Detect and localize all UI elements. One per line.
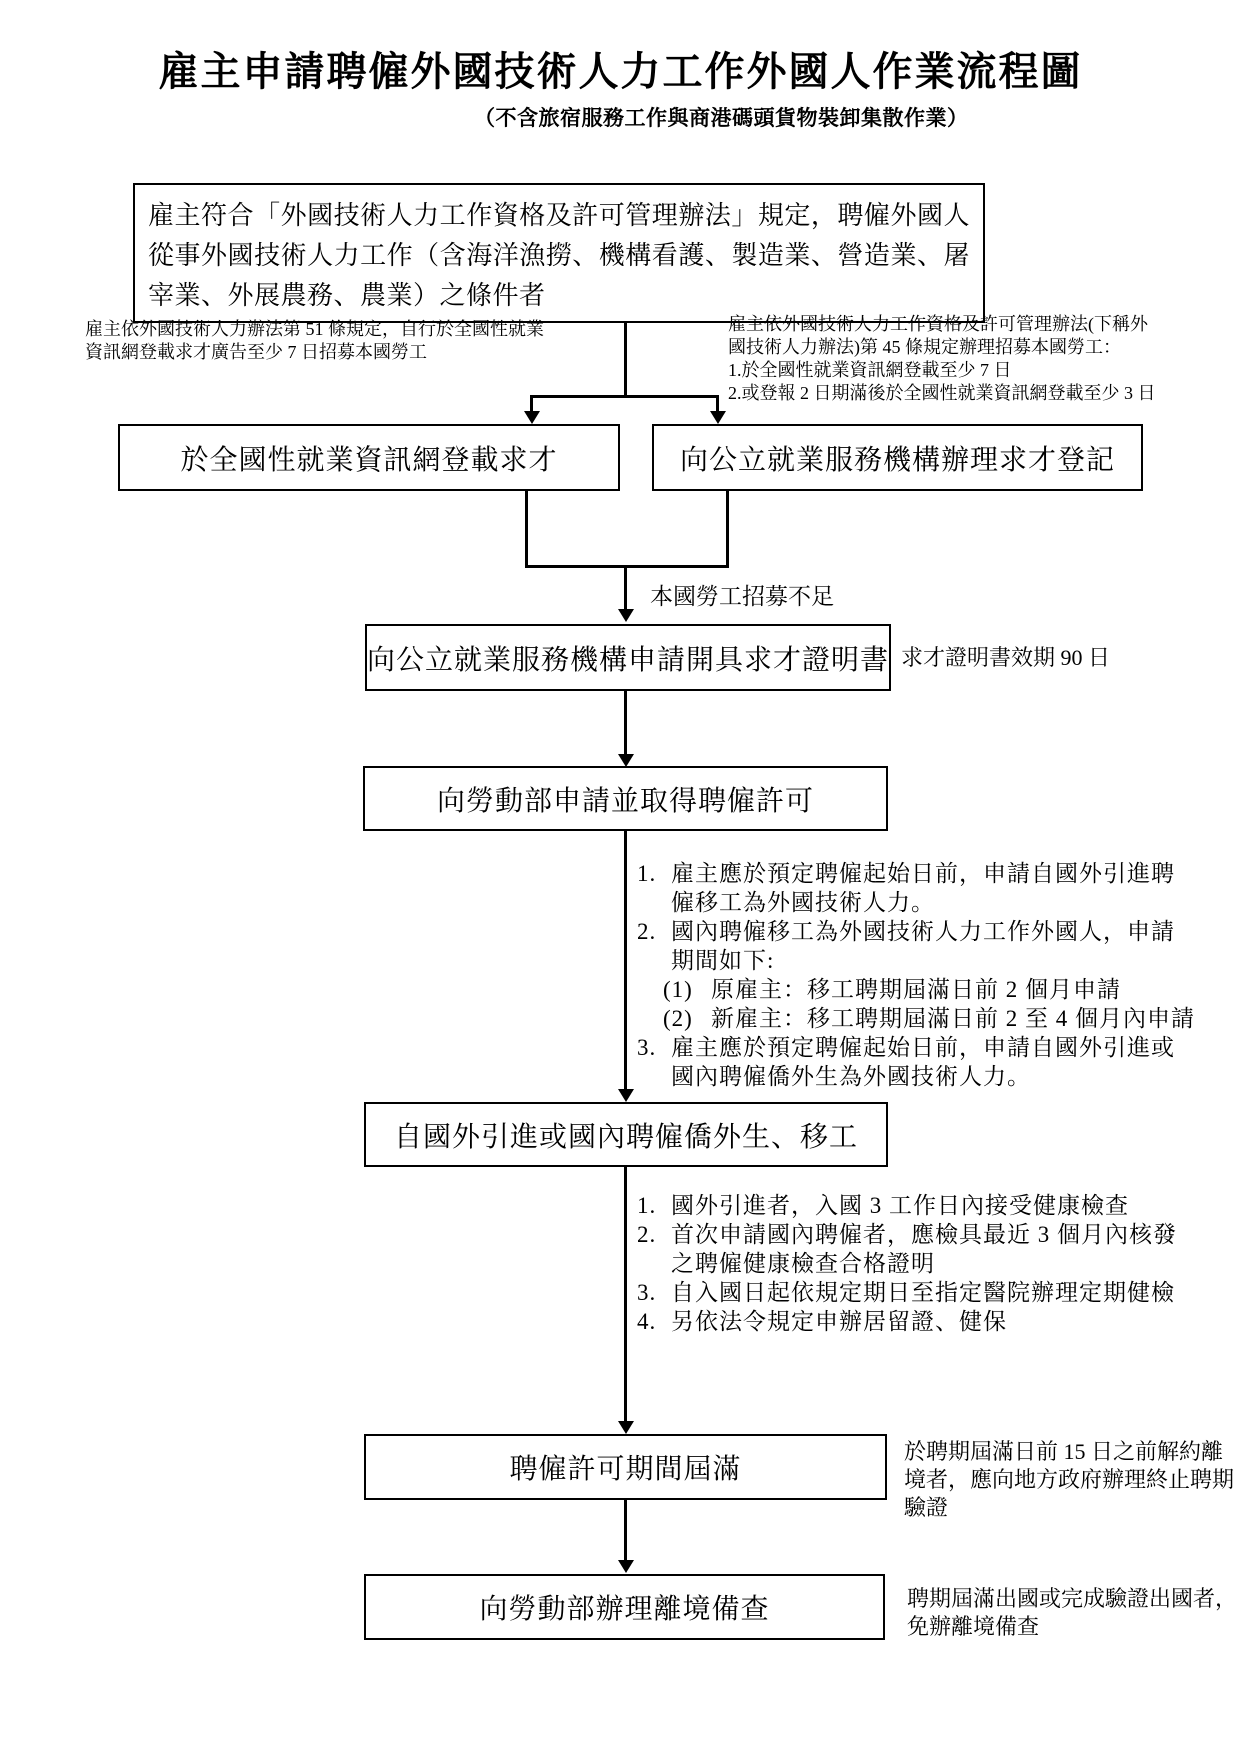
web-posting-box xyxy=(118,424,620,491)
recruit-box xyxy=(364,1102,888,1167)
pes-recruit-note-intro: 雇主依外國技術人力工作資格及許可管理辦法(下稱外國技術人力辦法)第 45 條規定辦理招募本國勞工： xyxy=(728,314,1148,357)
permit-box xyxy=(363,766,888,831)
certificate-validity-note: 求才證明書效期 90 日 xyxy=(901,645,1111,670)
list-item: 3. 自入國日起依規定期日至指定醫院辦理定期健檢 xyxy=(637,1280,1175,1305)
pes-recruit-note-item: 2.或登報 2 日期滿後於全國性就業資訊網登載至少 3 日 xyxy=(728,383,1156,403)
arrow-down-icon xyxy=(618,609,634,622)
connector-branch-hline xyxy=(530,395,719,398)
expiry-text: 聘僱許可期間屆滿 xyxy=(509,1454,742,1485)
list-item: 2. 首次申請國內聘僱者，應檢具最近 3 個月內核發之聘僱健康檢查合格證明 xyxy=(637,1222,1177,1276)
web-posting-text: 於全國性就業資訊網登載求才 xyxy=(180,444,558,476)
health-notes-list xyxy=(637,1191,1237,1336)
connector-merge-left-vline xyxy=(525,491,528,568)
connector-merge-right-vline xyxy=(726,491,729,568)
eligibility-box xyxy=(133,183,985,323)
page-subtitle: （不含旅宿服務工作與商港碼頭貨物裝卸集散作業） xyxy=(474,106,969,130)
connector-root-vline xyxy=(624,322,627,398)
departure-note: 聘期屆滿出國或完成驗證出國者，免辦離境備查 xyxy=(907,1586,1238,1639)
departure-text: 向勞動部辦理離境備查 xyxy=(479,1594,770,1625)
certificate-text: 向公立就業服務機構申請開具求才證明書 xyxy=(367,644,890,676)
connector-to-departure-vline xyxy=(624,1500,627,1562)
list-item: (2) 新雇主：移工聘期屆滿日前 2 至 4 個月內申請 xyxy=(663,1006,1195,1031)
arrow-down-icon xyxy=(618,1089,634,1102)
list-item: 4. 另依法令規定申辦居留證、健保 xyxy=(637,1309,1007,1334)
expiry-note: 於聘期屆滿日前 15 日之前解約離境者，應向地方政府辦理終止聘期驗證 xyxy=(904,1439,1235,1520)
arrow-down-icon xyxy=(710,411,726,424)
recruit-text: 自國外引進或國內聘僱僑外生、移工 xyxy=(393,1121,858,1153)
connector-to-recruit-vline xyxy=(624,831,627,1091)
connector-to-expiry-vline xyxy=(624,1167,627,1423)
permit-notes-list xyxy=(637,859,1237,1091)
departure-box xyxy=(364,1574,885,1640)
pes-recruit-note xyxy=(728,313,1164,405)
insufficient-label: 本國勞工招募不足 xyxy=(650,584,834,609)
list-item: 1. 雇主應於預定聘僱起始日前，申請自國外引進聘僱移工為外國技術人力。 xyxy=(637,861,1175,915)
pes-recruit-note-item: 1.於全國性就業資訊網登載至少 7 日 xyxy=(728,360,1012,380)
permit-text: 向勞動部申請並取得聘僱許可 xyxy=(436,785,814,817)
list-item: 2. 國內聘僱移工為外國技術人力工作外國人，申請期間如下: xyxy=(637,919,1175,973)
connector-merge-hline xyxy=(525,565,729,568)
certificate-box xyxy=(365,624,891,691)
eligibility-text: 雇主符合「外國技術人力工作資格及許可管理辦法」規定，聘僱外國人從事外國技術人力工作（含海洋漁撈、機構看護、製造業、營造業、屠宰業、外展農務、農業）之條件者 xyxy=(148,201,970,310)
list-item: 1. 國外引進者，入國 3 工作日內接受健康檢查 xyxy=(637,1193,1129,1218)
list-item: 3. 雇主應於預定聘僱起始日前，申請自國外引進或國內聘僱僑外生為外國技術人力。 xyxy=(637,1035,1175,1089)
pes-registration-box xyxy=(652,424,1143,491)
connector-to-certificate-vline xyxy=(624,565,627,611)
self-recruit-note: 雇主依外國技術人力辦法第 51 條規定，自行於全國性就業資訊網登載求才廣告至少 7 日招募本國勞工 xyxy=(85,319,544,362)
arrow-down-icon xyxy=(618,1421,634,1434)
expiry-box xyxy=(364,1434,887,1500)
connector-to-permit-vline xyxy=(624,691,627,756)
arrow-down-icon xyxy=(618,1560,634,1573)
page-title: 雇主申請聘僱外國技術人力工作外國人作業流程圖 xyxy=(158,49,1083,94)
pes-registration-text: 向公立就業服務機構辦理求才登記 xyxy=(679,444,1115,476)
list-item: (1) 原雇主：移工聘期屆滿日前 2 個月申請 xyxy=(663,977,1121,1002)
arrow-down-icon xyxy=(524,411,540,424)
